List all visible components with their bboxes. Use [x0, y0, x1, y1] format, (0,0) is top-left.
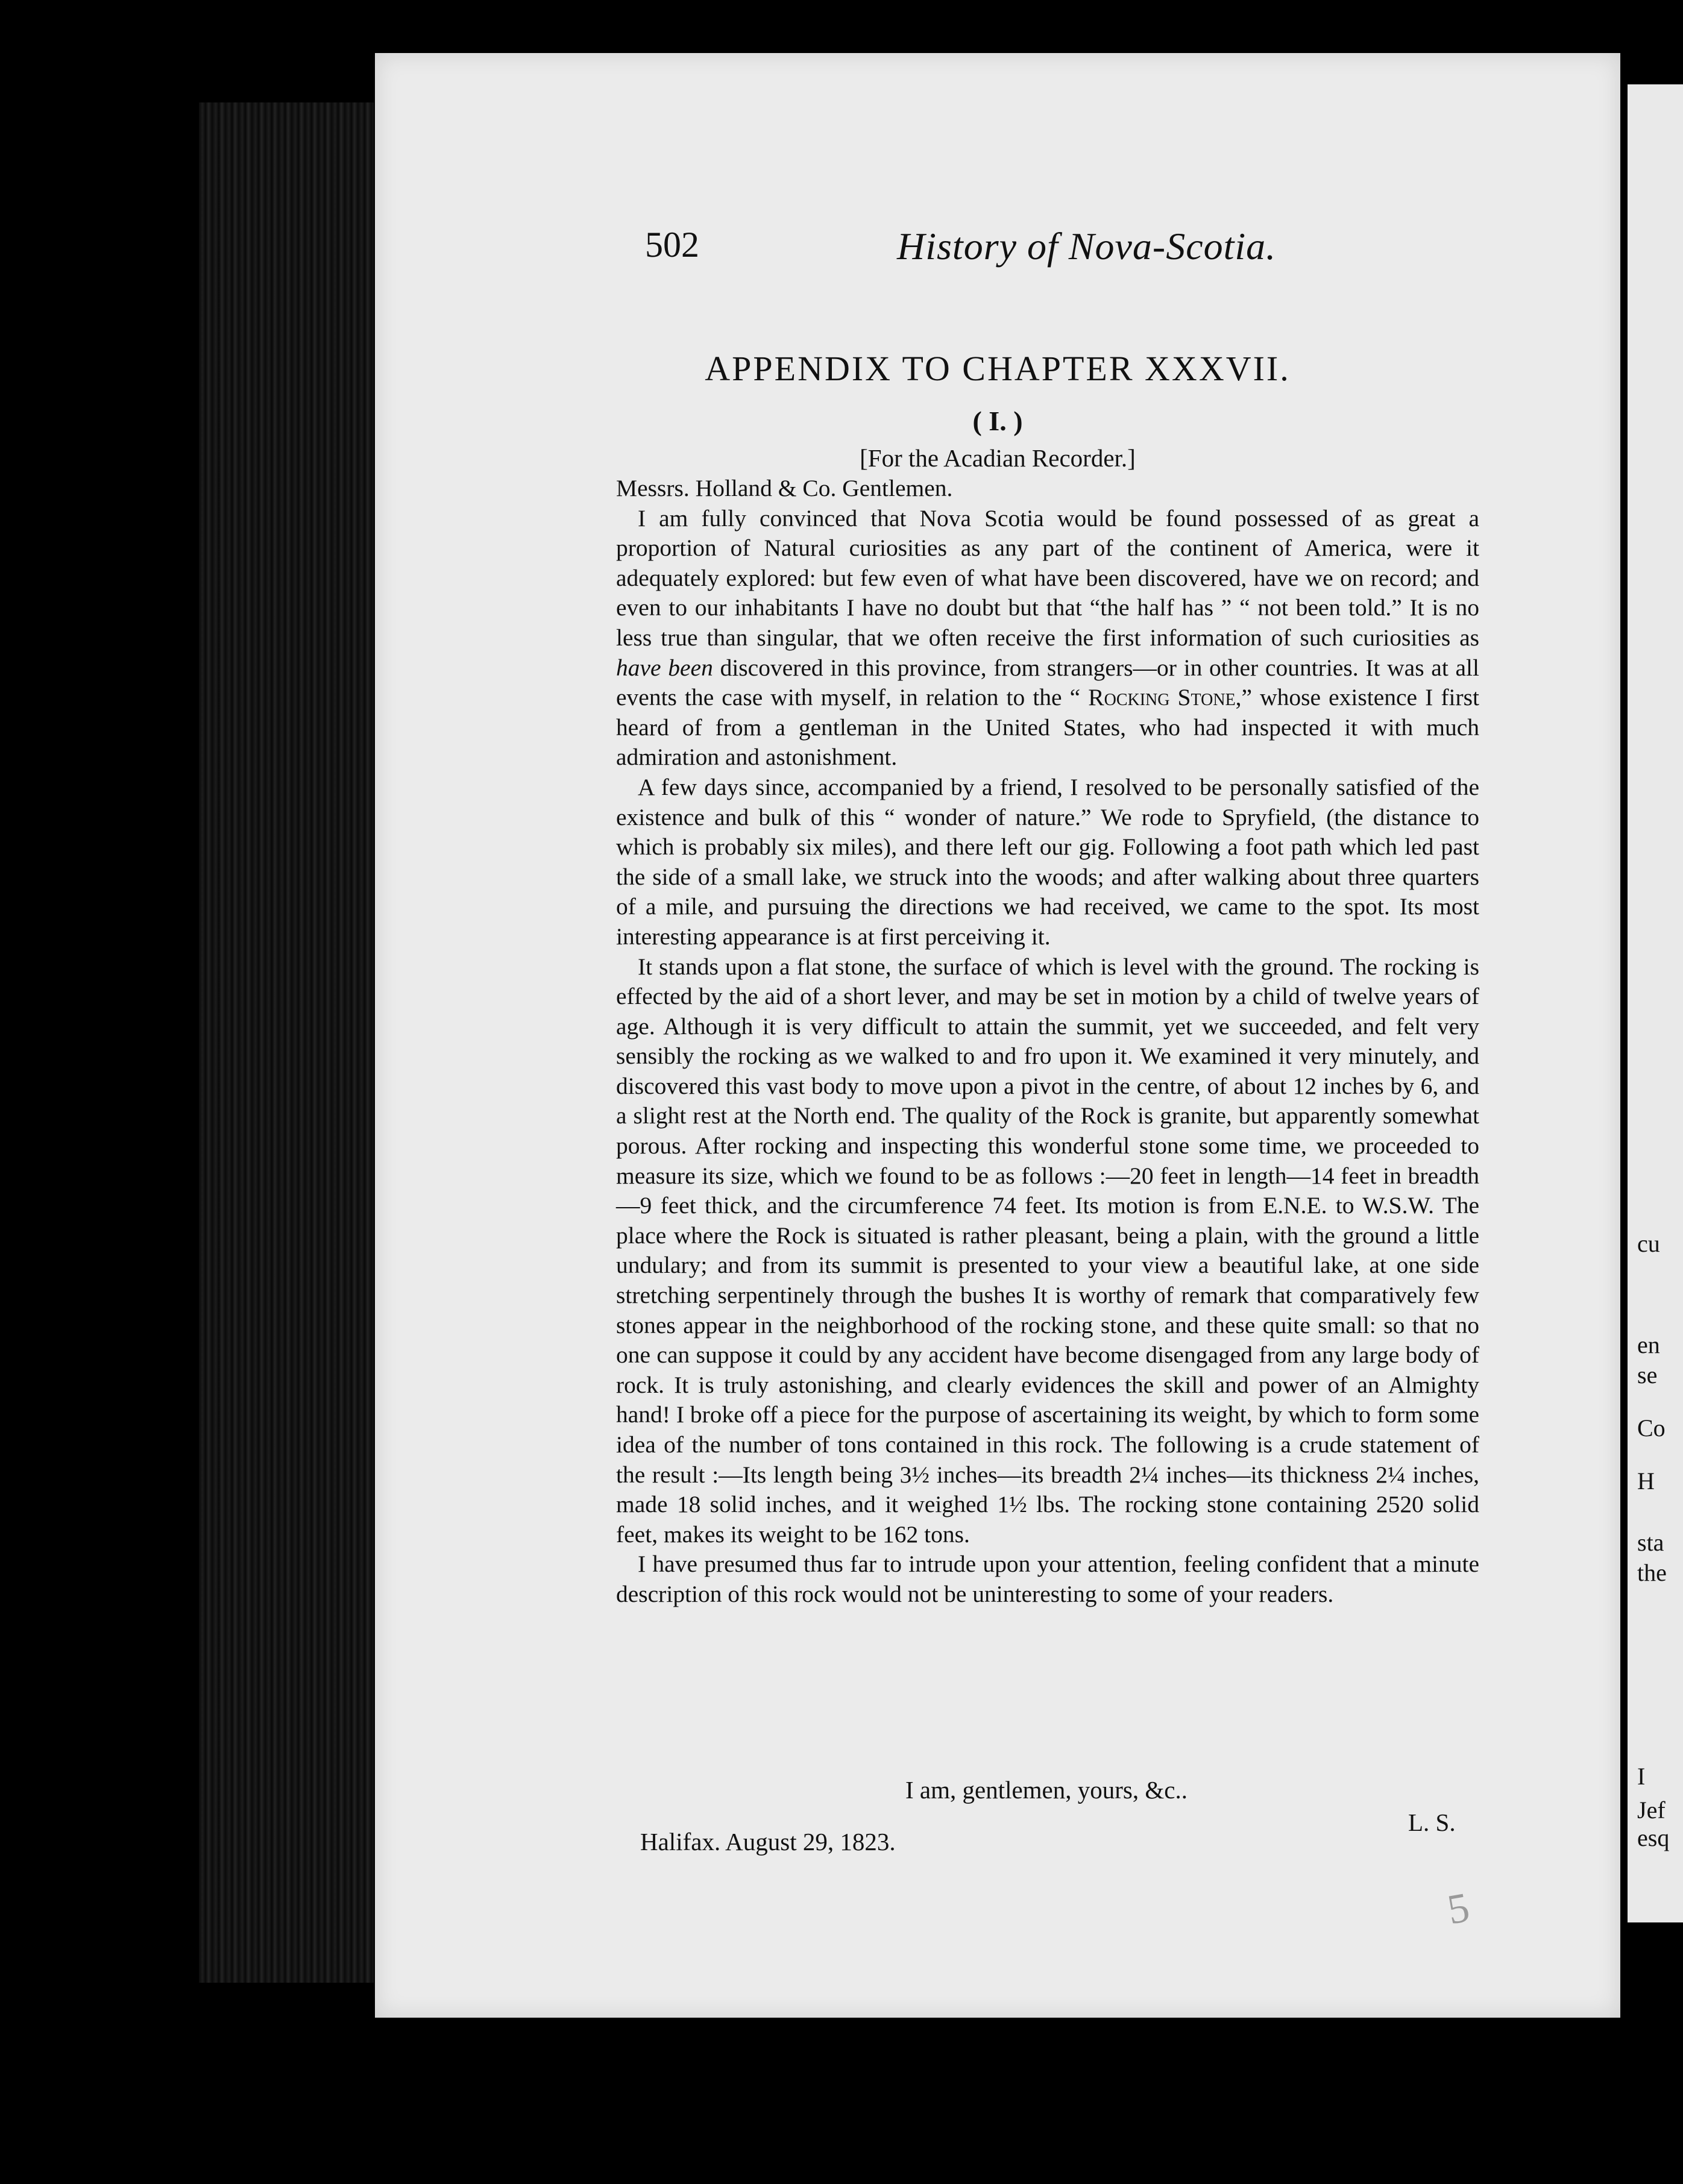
letter-dateline: Halifax. August 29, 1823. [640, 1828, 896, 1856]
book-spine [199, 102, 374, 1983]
facing-page-fragment: en [1637, 1331, 1660, 1358]
facing-page-fragment: Co [1637, 1414, 1666, 1442]
paragraph-3: It stands upon a flat stone, the surface of which is level with the ground. The rocking is effected by the aid of a short lever, and may be set in motion by a child of twelve years of age. Although it is very difficult to attain the summit, yet we succeeded, and felt very sensibly the rocking as we walked to and fro upon it. We examined it very minutely, and discovered this vast body to move upon a pivot in the centre, of about 12 inches by 6, and a slight rest at the North end. The quality of the Rock is granite, but apparently somewhat porous. After rocking and inspecting this wonderful stone some time, we proceeded to measure its size, which we found to be as follows :—20 feet in length—14 feet in breadth—9 feet thick, and the circumference 74 feet. Its motion is from E.N.E. to W.S.W. The place where the Rock is situated is rather pleasant, being a plain, with the ground a little undulary; and from its summit is presented to your view a beautiful lake, at one side stretching serpentinely through the bushes It is worthy of remark that comparatively few stones appear in the neighborhood of the rocking stone, and these quite small: so that no one can suppose it could by any accident have become disengaged from any large body of rock. It is truly astonishing, and clearly evidences the skill and power of an Almighty hand! I broke off a piece for the purpose of ascertaining its weight, by which to form some idea of the number of tons contained in this rock. The following is a crude statement of the result :—Its length being 3½ inches—its breadth 2¼ inches—its thickness 2¼ inches, made 18 solid inches, and it weighed 1½ lbs. The rocking stone containing 2520 solid feet, makes its weight to be 162 tons. [616, 953, 1479, 1548]
facing-page-fragment: the [1637, 1559, 1667, 1586]
paragraph-1-text-a: I am fully convinced that Nova Scotia would be found possessed of as great a proportion of Natural curiosities as any part of the continent of America, were it adequately explored: but few even of what have been discovered, have we on record; and even to our inhabitants I have no doubt but that “the half has ” “ not been told.” It is no less true than singular, that we often receive the first information of such curiosities as [616, 504, 1479, 651]
paragraph-1 [616, 504, 1479, 773]
source-note: [For the Acadian Recorder.] [860, 444, 1136, 472]
facing-page-fragment: Jef [1637, 1796, 1666, 1824]
paragraph-4: I have presumed thus far to intrude upon your attention, feeling confident that a minute description of this rock would not be uninteresting to some of your readers. [616, 1551, 1479, 1607]
paragraph-1-text-b: discovered in this province, from strangers—or in other countries. It was at all events the case with myself, in relation to the “ [616, 654, 1479, 711]
appendix-number: ( I. ) [972, 406, 1023, 436]
facing-page-edge [1628, 84, 1683, 1922]
running-title: History of Nova-Scotia. [897, 225, 1277, 268]
facing-page-fragment: se [1637, 1361, 1658, 1389]
paragraph-2: A few days since, accompanied by a friend, I resolved to be personally satisfied of the existence and bulk of this “ wonder of nature.” We rode to Spryfield, (the distance to which is probably six miles), and there left our gig. Following a foot path which led past the side of a small lake, we struck into the woods; and after walking about three quarters of a mile, and pursuing the directions we had received, we came to the spot. Its most interesting appearance is at first perceiving it. [616, 773, 1479, 950]
pencil-mark: 5 [1444, 1884, 1473, 1934]
facing-page-fragment: H [1637, 1467, 1655, 1495]
letter-closing: I am, gentlemen, yours, &c.. [905, 1776, 1188, 1804]
salutation: Messrs. Holland & Co. Gentlemen. [616, 475, 953, 501]
letter-signature: L. S. [1408, 1809, 1456, 1836]
page-number: 502 [645, 225, 699, 265]
book-page [375, 53, 1620, 2018]
facing-page-fragment: sta [1637, 1529, 1664, 1556]
rocking-stone-smallcaps: Rocking Stone [1088, 684, 1236, 711]
appendix-title: APPENDIX TO CHAPTER XXXVII. [705, 349, 1291, 388]
letter-body [616, 474, 1479, 1610]
running-head [645, 224, 1682, 278]
facing-page-fragment: esq [1637, 1824, 1670, 1851]
paragraph-1-text-c: ,” whose existence I first heard of from a gentleman in the United States, who had inspected it with much admiration and astonishment. [616, 684, 1479, 771]
facing-page-fragment: I [1637, 1763, 1646, 1790]
emphasis-have-been: have been [616, 654, 713, 681]
facing-page-fragment: cu [1637, 1230, 1660, 1257]
